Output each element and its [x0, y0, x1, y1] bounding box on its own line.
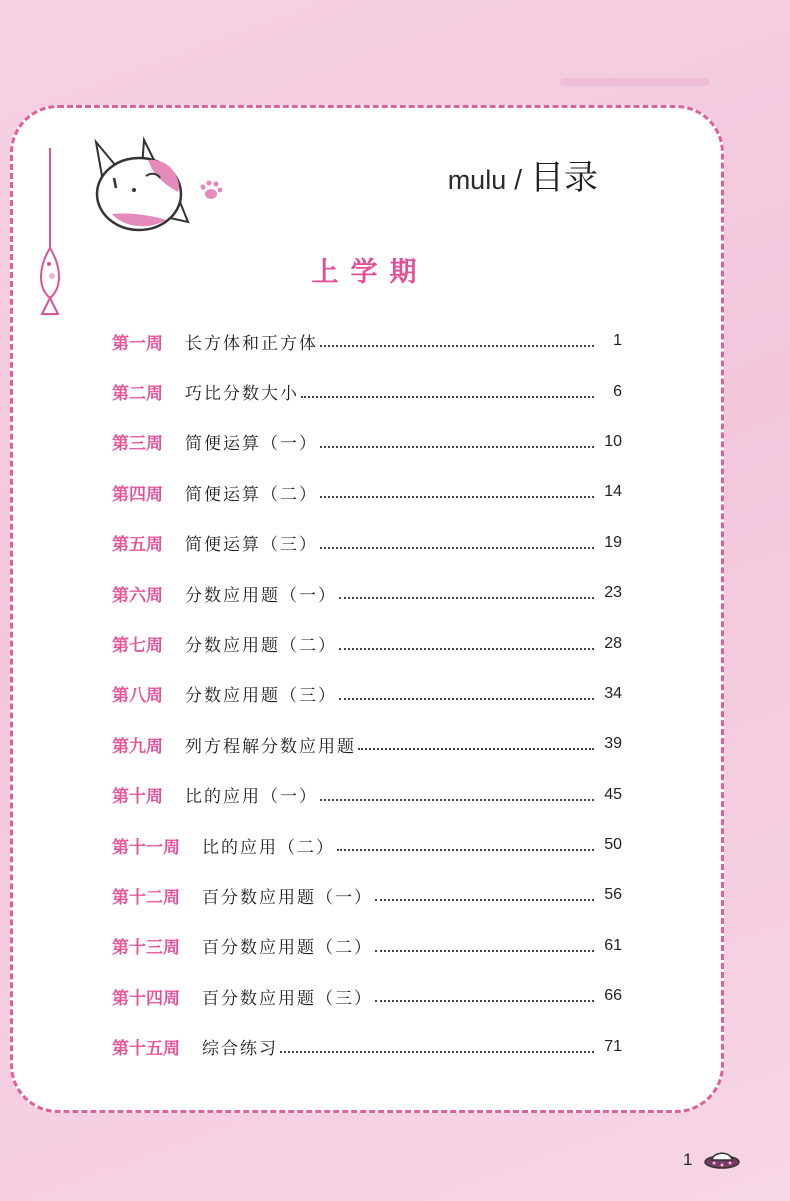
toc-row[interactable] — [112, 618, 622, 668]
toc-week: 第三周 — [112, 434, 163, 455]
toc-week: 第十四周 — [112, 988, 180, 1009]
toc-week: 第十周 — [112, 787, 163, 808]
toc-page: 10 — [604, 432, 622, 450]
toc-leader — [320, 547, 594, 549]
toc-leader — [301, 396, 594, 398]
toc-row[interactable] — [112, 467, 622, 517]
toc-topic: 简便运算（一） — [185, 434, 318, 455]
page-title — [448, 150, 598, 199]
toc-page: 66 — [604, 987, 622, 1005]
toc-row[interactable] — [112, 366, 622, 416]
toc-row[interactable] — [112, 770, 622, 820]
toc-week: 第十一周 — [112, 837, 180, 858]
toc-week: 第八周 — [112, 686, 163, 707]
toc-page: 45 — [604, 785, 622, 803]
toc-leader — [375, 950, 594, 952]
toc-topic: 百分数应用题（一） — [202, 887, 373, 908]
cat-mascot-icon — [84, 132, 194, 242]
toc-page: 56 — [604, 886, 622, 904]
toc-row[interactable] — [112, 417, 622, 467]
toc-week: 第二周 — [112, 384, 163, 405]
title-slash: / — [514, 164, 522, 195]
toc-leader — [339, 648, 594, 650]
toc-row[interactable] — [112, 870, 622, 920]
toc-week: 第十五周 — [112, 1039, 180, 1060]
toc-topic: 列方程解分数应用题 — [185, 736, 356, 757]
toc-row[interactable] — [112, 316, 622, 366]
toc-page: 19 — [604, 533, 622, 551]
toc-page: 50 — [604, 836, 622, 854]
toc-week: 第四周 — [112, 484, 163, 505]
toc-row[interactable] — [112, 518, 622, 568]
toc-topic: 比的应用（二） — [202, 837, 335, 858]
toc-page: 1 — [613, 332, 622, 350]
ufo-icon — [702, 1146, 742, 1174]
toc-topic: 分数应用题（一） — [185, 585, 337, 606]
toc-leader — [320, 446, 594, 448]
toc-week: 第十三周 — [112, 938, 180, 959]
toc-week: 第十二周 — [112, 887, 180, 908]
toc-topic: 分数应用题（二） — [185, 636, 337, 657]
toc-topic: 百分数应用题（三） — [202, 988, 373, 1009]
toc-page: 6 — [613, 382, 622, 400]
toc-topic: 长方体和正方体 — [185, 333, 318, 354]
paw-print-icon — [198, 178, 224, 202]
toc-list — [112, 316, 622, 1072]
toc-leader — [375, 1000, 594, 1002]
toc-topic: 分数应用题（三） — [185, 686, 337, 707]
toc-leader — [358, 748, 594, 750]
toc-leader — [339, 698, 594, 700]
toc-leader — [320, 345, 594, 347]
toc-page: 34 — [604, 684, 622, 702]
toc-week: 第七周 — [112, 636, 163, 657]
toc-topic: 百分数应用题（二） — [202, 938, 373, 959]
toc-row[interactable] — [112, 820, 622, 870]
page-number: 1 — [683, 1150, 693, 1169]
toc-leader — [337, 849, 594, 851]
title-chinese: 目录 — [530, 158, 598, 198]
semester-heading: 上学期 — [311, 257, 429, 288]
fish-pendant-icon — [30, 148, 70, 318]
toc-topic: 综合练习 — [202, 1039, 278, 1060]
toc-week: 第九周 — [112, 736, 163, 757]
toc-page: 71 — [604, 1037, 622, 1055]
toc-topic: 巧比分数大小 — [185, 384, 299, 405]
toc-leader — [280, 1051, 594, 1053]
toc-page: 14 — [604, 483, 622, 501]
toc-row[interactable] — [112, 971, 622, 1021]
title-latin: mulu — [447, 165, 507, 195]
toc-week: 第五周 — [112, 535, 163, 556]
toc-page: 39 — [604, 735, 622, 753]
toc-leader — [375, 899, 594, 901]
toc-topic: 简便运算（二） — [185, 484, 318, 505]
toc-row[interactable] — [112, 1021, 622, 1071]
page-header-strip — [560, 78, 710, 86]
toc-topic: 简便运算（三） — [185, 535, 318, 556]
toc-leader — [320, 799, 594, 801]
toc-row[interactable] — [112, 669, 622, 719]
toc-row[interactable] — [112, 719, 622, 769]
toc-page: 28 — [604, 634, 622, 652]
toc-leader — [320, 496, 594, 498]
toc-page: 61 — [604, 936, 622, 954]
toc-week: 第一周 — [112, 333, 163, 354]
toc-topic: 比的应用（一） — [185, 787, 318, 808]
toc-leader — [339, 597, 594, 599]
toc-row[interactable] — [112, 568, 622, 618]
toc-row[interactable] — [112, 921, 622, 971]
toc-week: 第六周 — [112, 585, 163, 606]
toc-page: 23 — [604, 584, 622, 602]
